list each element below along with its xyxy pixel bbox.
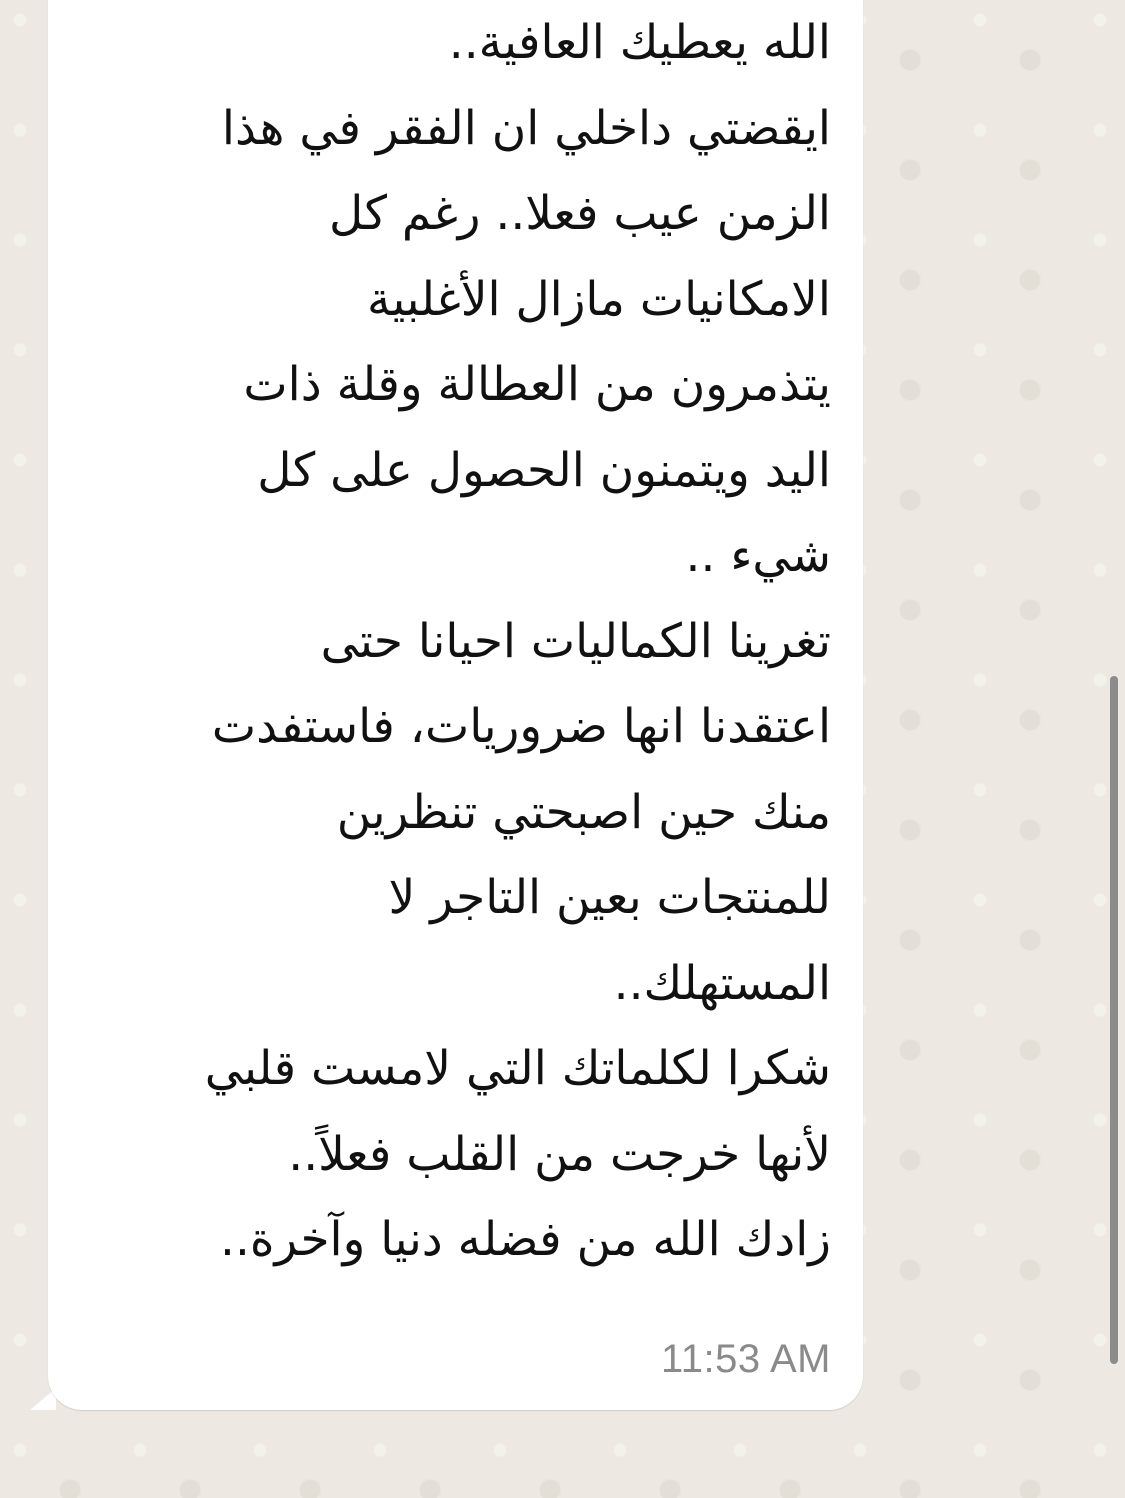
message-line: الامكانيات مازال الأغلبية bbox=[367, 271, 831, 327]
message-bubble[interactable] bbox=[48, 0, 863, 1410]
message-line: للمنتجات بعين التاجر لا bbox=[388, 870, 831, 925]
message-line: الزمن عيب فعلا.. رغم كل bbox=[329, 186, 831, 241]
message-text bbox=[71, 0, 831, 1283]
message-line: منك حين اصبحتي تنظرين bbox=[336, 784, 831, 840]
scrollbar-thumb[interactable] bbox=[1110, 676, 1118, 1364]
message-line: تغرينا الكماليات احيانا حتى bbox=[320, 613, 831, 669]
message-timestamp: 11:53 AM bbox=[660, 1337, 831, 1381]
message-line: شكرا لكلماتك التي لامست قلبي bbox=[204, 1041, 831, 1096]
message-line: المستهلك.. bbox=[613, 955, 831, 1011]
message-line: لأنها خرجت من القلب فعلاً.. bbox=[288, 1126, 831, 1182]
message-line: ايقضتي داخلي ان الفقر في هذا bbox=[221, 100, 831, 156]
message-line: يتذمرون من العطالة وقلة ذات bbox=[243, 357, 831, 412]
message-line: الله يعطيك العافية.. bbox=[448, 15, 831, 70]
message-line: اعتقدنا انها ضروريات، فاستفدت bbox=[211, 699, 831, 754]
message-line: شيء .. bbox=[685, 528, 831, 583]
message-line: زادك الله من فضله دنيا وآخرة.. bbox=[220, 1212, 831, 1267]
message-line: اليد ويتمنون الحصول على كل bbox=[257, 442, 831, 498]
